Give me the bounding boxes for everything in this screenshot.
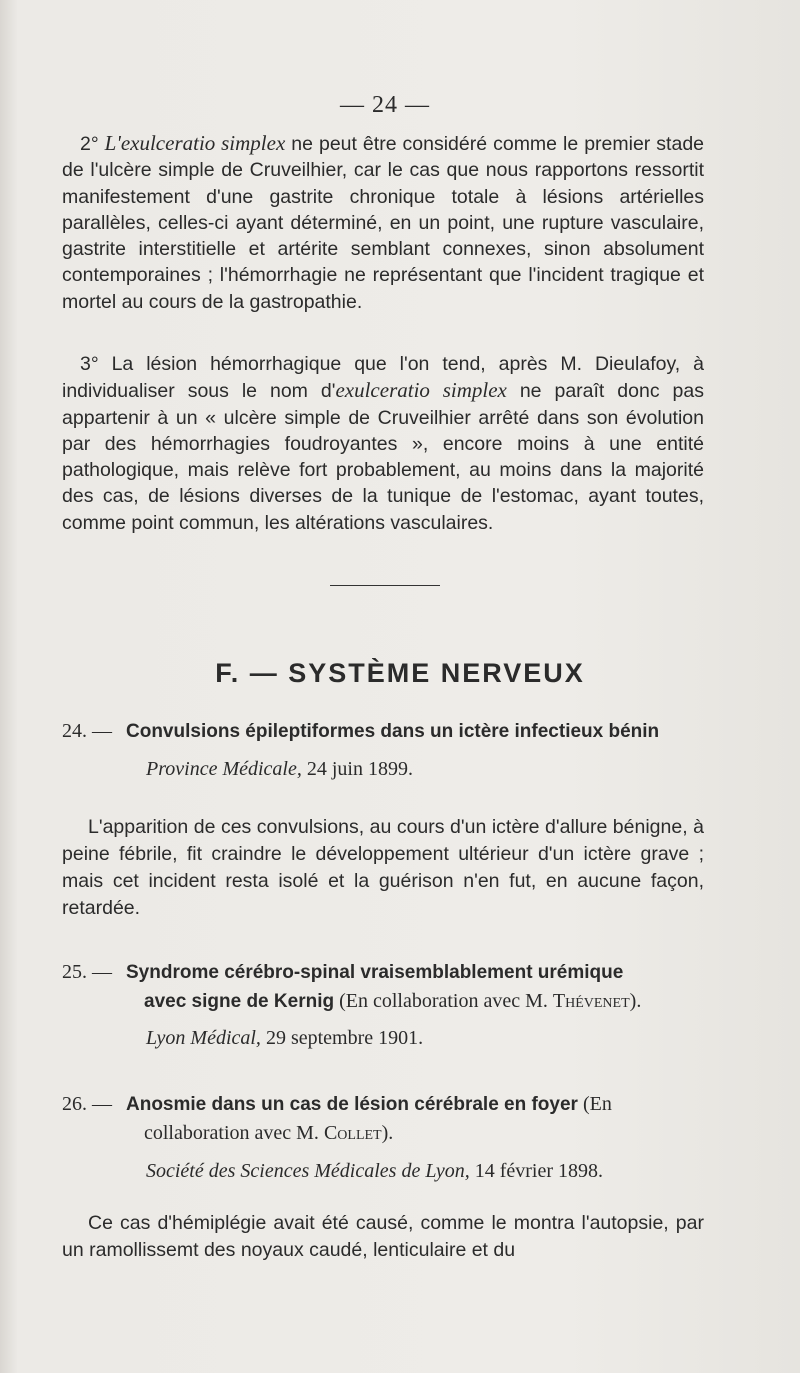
- entry-title: Anosmie dans un cas de lésion cérébrale en foyer: [126, 1094, 578, 1115]
- para-2-text: ne peut être considéré comme le premier stade de l'ulcère simple de Cruveilhier, car le cas que nous rapportons ressortit manifestement d'une gastrite chronique totale à lésions artérielles parallèles, celles-ci ayant déterminé, en un point, une rupture vasculaire, gastrite interstitielle et artérite semblant connexes, sinon absolument contemporaines ; l'hémorrhagie ne représentant que l'incident tragique et mortel au cours de la gastropathie.: [62, 133, 705, 313]
- paragraph-3: [62, 351, 704, 536]
- entry-24: [62, 717, 707, 746]
- entry-25-source: [146, 1027, 423, 1050]
- entry-24-source: [146, 758, 413, 781]
- section-divider: [330, 585, 440, 586]
- entry-26-note: [62, 1210, 704, 1264]
- section-title: F. — SYSTÈME NERVEUX: [215, 658, 585, 688]
- page-number: — 24 —: [340, 92, 430, 118]
- entry-number: 26. —: [62, 1093, 112, 1115]
- note-text: L'apparition de ces convulsions, au cours d'un ictère d'allure bénigne, à peine fébrile, fit craindre le développement ultérieur d'un ictère grave ; mais cet incident resta isolé et la guérison n'en fut, en aucune façon, retardée.: [62, 816, 704, 919]
- entry-collab: (En collaboration avec M.: [144, 1093, 612, 1144]
- note-text: Ce cas d'hémiplégie avait été causé, comme le montra l'autopsie, par un ramollissemt des noyaux caudé, lenticulaire et du: [62, 1212, 704, 1261]
- entry-collab-end: ).: [629, 990, 642, 1012]
- entry-26: [62, 1090, 707, 1148]
- entry-25: [62, 958, 707, 1016]
- entry-title-line-2: avec signe de Kernig: [144, 991, 335, 1012]
- entry-24-note: [62, 814, 704, 922]
- entry-collab-name: Collet: [323, 1122, 382, 1144]
- para-2-italic-term: L'exulceratio simplex: [104, 131, 286, 155]
- entry-number: 24. —: [62, 720, 112, 742]
- source-date: 14 février 1898.: [469, 1160, 604, 1182]
- paragraph-2: [62, 130, 704, 315]
- entry-collab: (En collaboration avec M.: [334, 990, 553, 1012]
- source-journal: Société des Sciences Médicales de Lyon,: [146, 1160, 470, 1182]
- source-date: 24 juin 1899.: [301, 758, 413, 780]
- entry-collab-name: Thévenet: [552, 990, 630, 1012]
- para-3-text-after: ne paraît donc pas appartenir à un « ulcère simple de Cruveilhier arrêté dans son évolution par des hémorrhagies foudroyantes », encore moins à une entité pathologique, mais relève fort probablement, au moins dans la majorité des cas, de lésions diverses de la tunique de l'estomac, ayant toutes, comme point commun, les altérations vasculaires.: [62, 380, 704, 534]
- para-3-italic-term: exulceratio simplex: [335, 378, 507, 403]
- entry-number: 25. —: [62, 961, 112, 983]
- entry-26-source: [146, 1160, 603, 1183]
- source-journal: Province Médicale,: [146, 758, 302, 780]
- entry-title-line-1: Syndrome cérébro-spinal vraisemblablement urémique: [126, 962, 624, 983]
- para-3-text-before: 3° La lésion hémorrhagique que l'on tend, après M. Dieulafoy, à individualiser sous le nom d': [62, 353, 704, 403]
- entry-title: Convulsions épileptiformes dans un ictère infectieux bénin: [126, 721, 660, 742]
- para-2-lead: 2°: [80, 133, 105, 155]
- entry-collab-end: ).: [381, 1122, 394, 1144]
- source-date: 29 septembre 1901.: [260, 1027, 424, 1049]
- source-journal: Lyon Médical,: [146, 1027, 261, 1049]
